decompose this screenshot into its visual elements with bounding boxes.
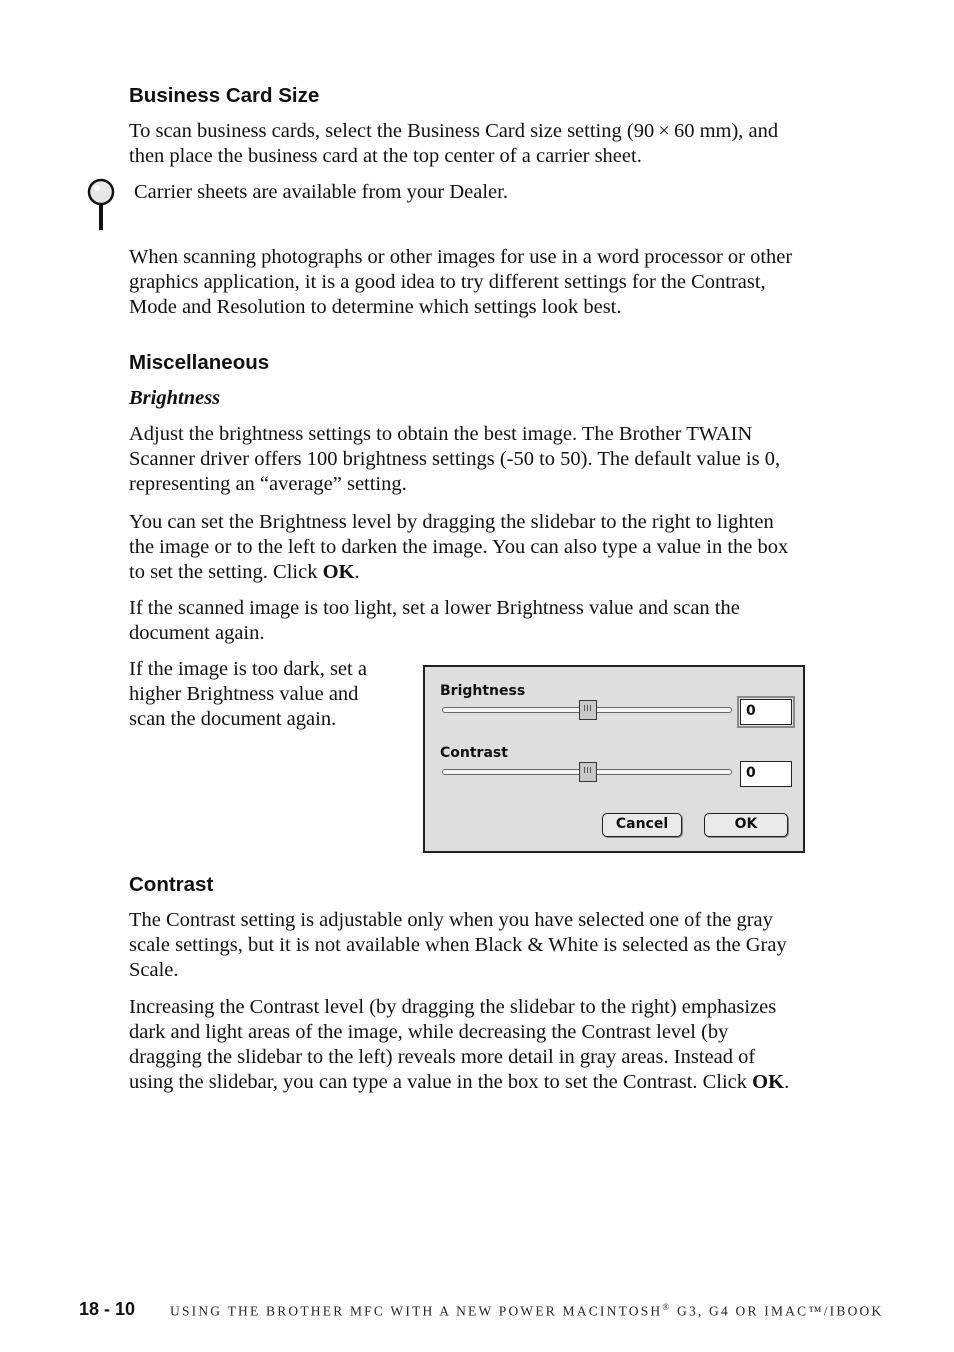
contrast-paragraph-line: Increasing the Contrast level (by dragging the slidebar to the right) emphasizes — [129, 996, 777, 1018]
business-card-paragraph-line: then place the business card at the top center of a carrier sheet. — [129, 145, 642, 167]
contrast-slider-thumb[interactable] — [579, 762, 597, 782]
brightness-value-input[interactable]: 0 — [740, 699, 792, 725]
business-card-paragraph-line: Mode and Resolution to determine which settings look best. — [129, 296, 622, 318]
brightness-slider-thumb[interactable] — [579, 700, 597, 720]
contrast-paragraph-line: dark and light areas of the image, while decreasing the Contrast level (by — [129, 1021, 729, 1043]
contrast-paragraph-line: scale settings, but it is not available when Black & White is selected as the Gray — [129, 934, 787, 956]
brightness-paragraph-line: If the scanned image is too light, set a lower Brightness value and scan the — [129, 597, 740, 619]
contrast-slider[interactable] — [442, 769, 732, 775]
contrast-paragraph-line: dragging the slidebar to the left) reveals more detail in gray areas. Instead of — [129, 1046, 756, 1068]
brightness-label: Brightness — [440, 683, 526, 699]
contrast-paragraph-line: Scale. — [129, 959, 179, 981]
brightness-paragraph-line: to set the setting. Click OK. — [129, 561, 360, 583]
running-footer: USING THE BROTHER MFC WITH A NEW POWER MACINTOSH® G3, G4 OR IMAC™/IBOOK — [170, 1302, 884, 1319]
brightness-paragraph-line: higher Brightness value and — [129, 683, 359, 705]
brightness-paragraph-line: the image or to the left to darken the image. You can also type a value in the box — [129, 536, 789, 558]
cancel-button[interactable]: Cancel — [602, 813, 682, 837]
brightness-paragraph-line: You can set the Brightness level by dragging the slidebar to the right to lighten — [129, 511, 774, 533]
brightness-paragraph-line: Adjust the brightness settings to obtain the best image. The Brother TWAIN — [129, 423, 753, 445]
subheading-brightness: Brightness — [129, 387, 221, 409]
page-number: 18 - 10 — [79, 1299, 136, 1319]
brightness-paragraph-line: document again. — [129, 622, 265, 644]
business-card-paragraph-line: graphics application, it is a good idea to try different settings for the Contrast, — [129, 271, 766, 293]
business-card-paragraph-line: When scanning photographs or other images for use in a word processor or other — [129, 246, 793, 268]
ok-button[interactable]: OK — [704, 813, 788, 837]
note-text: Carrier sheets are available from your Dealer. — [134, 181, 508, 203]
brightness-contrast-dialog — [423, 665, 805, 853]
business-card-paragraph-line: To scan business cards, select the Business Card size setting (90 × 60 mm), and — [129, 120, 779, 142]
contrast-value-input[interactable]: 0 — [740, 761, 792, 787]
brightness-paragraph-line: scan the document again. — [129, 708, 337, 730]
brightness-slider[interactable] — [442, 707, 732, 713]
contrast-label: Contrast — [440, 745, 508, 761]
contrast-paragraph-line: using the slidebar, you can type a value in the box to set the Contrast. Click OK. — [129, 1071, 790, 1093]
section-heading-miscellaneous: Miscellaneous — [129, 351, 270, 374]
contrast-paragraph-line: The Contrast setting is adjustable only when you have selected one of the gray — [129, 909, 773, 931]
magnifier-note-icon — [86, 178, 120, 232]
brightness-paragraph-line: representing an “average” setting. — [129, 473, 407, 495]
section-heading-business-card: Business Card Size — [129, 84, 320, 107]
brightness-paragraph-line: If the image is too dark, set a — [129, 658, 367, 680]
section-heading-contrast: Contrast — [129, 873, 214, 896]
brightness-paragraph-line: Scanner driver offers 100 brightness settings (-50 to 50). The default value is 0, — [129, 448, 781, 470]
